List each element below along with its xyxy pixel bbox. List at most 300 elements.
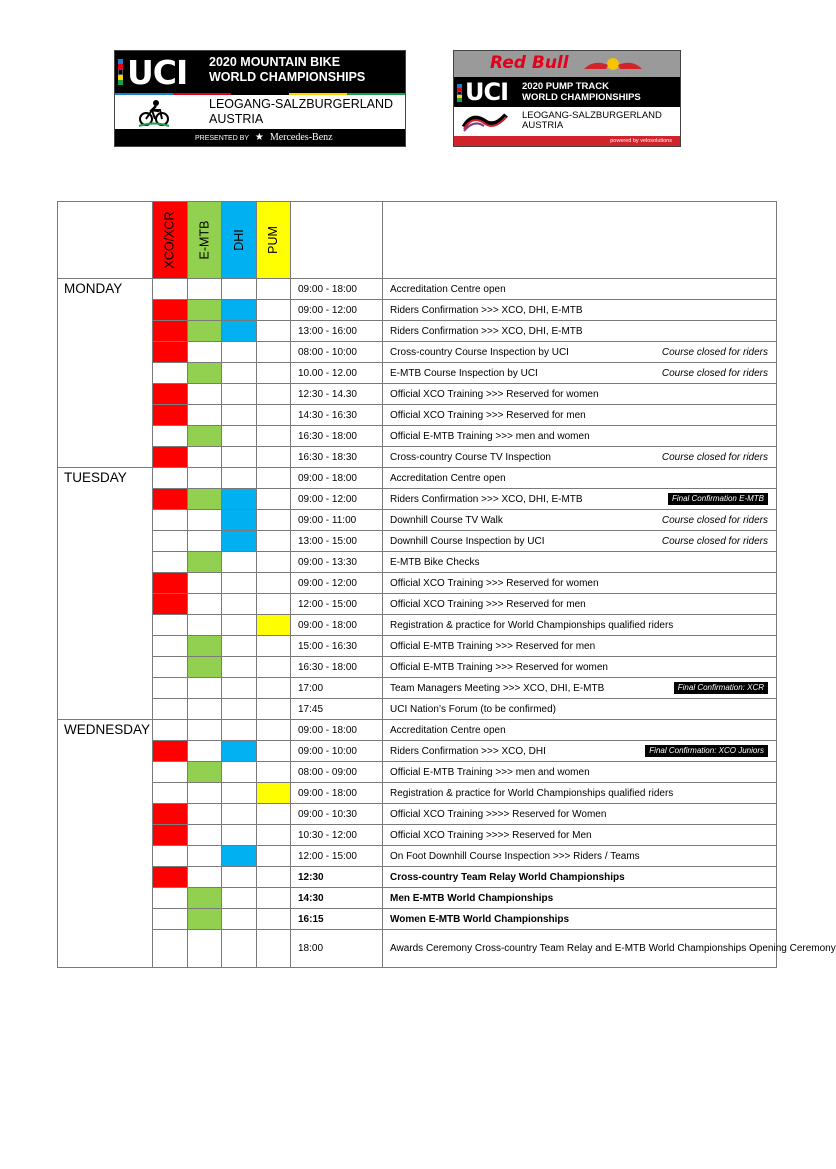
event-cell (383, 405, 777, 426)
event-text: Registration & practice for World Championships qualified riders (390, 619, 674, 631)
event-content (390, 872, 768, 883)
cat-cell-xco (153, 741, 188, 762)
cat-cell-pum (256, 279, 291, 300)
cat-cell-pum (256, 363, 291, 384)
schedule-row (58, 699, 777, 720)
cat-cell-dhi (222, 468, 257, 489)
cat-cell-pum (256, 489, 291, 510)
event-text: Riders Confirmation >>> XCO, DHI, E-MTB (390, 493, 583, 505)
cat-cell-xco (153, 846, 188, 867)
header-emtb-label: E-MTB (197, 220, 212, 260)
cat-cell-pum (256, 741, 291, 762)
cat-cell-pum (256, 846, 291, 867)
event-cell (383, 699, 777, 720)
cat-cell-emtb (187, 552, 222, 573)
day-label: WEDNESDAY (58, 720, 153, 741)
cat-cell-dhi (222, 552, 257, 573)
time-cell: 09:00 - 18:00 (291, 468, 383, 489)
cat-cell-dhi (222, 804, 257, 825)
cat-cell-pum (256, 720, 291, 741)
time-cell: 14:30 - 16:30 (291, 405, 383, 426)
event-content (390, 284, 768, 295)
cat-cell-emtb (187, 804, 222, 825)
event-content (390, 493, 768, 505)
cat-cell-xco (153, 930, 188, 968)
cat-cell-xco (153, 657, 188, 678)
event-content (390, 431, 768, 442)
schedule-row (58, 762, 777, 783)
cat-cell-xco (153, 468, 188, 489)
pump-track-icon (462, 109, 508, 133)
cat-cell-xco (153, 363, 188, 384)
pump-logo-title (522, 81, 641, 103)
event-content (390, 578, 768, 589)
event-cell (383, 594, 777, 615)
event-cell (383, 888, 777, 909)
cat-cell-dhi (222, 909, 257, 930)
cat-cell-dhi (222, 363, 257, 384)
course-closed-note: Course closed for riders (661, 514, 768, 526)
cat-cell-emtb (187, 783, 222, 804)
event-cell (383, 846, 777, 867)
schedule-row (58, 720, 777, 741)
time-cell: 16:30 - 18:00 (291, 426, 383, 447)
cat-cell-pum (256, 468, 291, 489)
cat-cell-dhi (222, 426, 257, 447)
time-cell: 09:00 - 18:00 (291, 720, 383, 741)
cat-cell-xco (153, 867, 188, 888)
time-cell: 08:00 - 10:00 (291, 342, 383, 363)
cat-cell-dhi (222, 741, 257, 762)
event-content (390, 809, 768, 820)
day-cell (58, 783, 153, 804)
cat-cell-dhi (222, 573, 257, 594)
time-cell: 09:00 - 18:00 (291, 279, 383, 300)
event-cell (383, 720, 777, 741)
cat-cell-xco (153, 342, 188, 363)
cat-cell-pum (256, 762, 291, 783)
cat-cell-xco (153, 279, 188, 300)
day-cell (58, 552, 153, 573)
event-cell (383, 426, 777, 447)
cat-cell-pum (256, 573, 291, 594)
pump-logo-title-line2: WORLD CHAMPIONSHIPS (522, 92, 641, 103)
event-content (390, 452, 768, 463)
course-closed-note: Course closed for riders (661, 346, 768, 358)
day-cell (58, 762, 153, 783)
day-cell (58, 867, 153, 888)
schedule-row (58, 657, 777, 678)
header-time-cell (291, 202, 383, 279)
cat-cell-xco (153, 678, 188, 699)
day-label: MONDAY (58, 279, 153, 300)
cat-cell-emtb (187, 636, 222, 657)
event-text: Official XCO Training >>> Reserved for men (390, 598, 586, 610)
cat-cell-dhi (222, 594, 257, 615)
cat-cell-pum (256, 321, 291, 342)
event-text: Accreditation Centre open (390, 283, 506, 295)
event-text: Men E-MTB World Championships (390, 892, 554, 904)
time-cell: 16:30 - 18:30 (291, 447, 383, 468)
cat-cell-pum (256, 699, 291, 720)
day-cell (58, 510, 153, 531)
schedule-row (58, 783, 777, 804)
cat-cell-dhi (222, 762, 257, 783)
schedule-row (58, 426, 777, 447)
header-dhi (222, 202, 257, 279)
event-cell (383, 930, 836, 968)
event-text: On Foot Downhill Course Inspection >>> Riders / Teams (390, 850, 640, 862)
schedule-row (58, 909, 777, 930)
header-dhi-label: DHI (231, 229, 246, 251)
event-content (390, 557, 768, 568)
event-cell (383, 468, 777, 489)
event-cell (383, 279, 777, 300)
event-text: E-MTB Bike Checks (390, 556, 480, 568)
event-cell (383, 657, 777, 678)
event-cell (383, 636, 777, 657)
header-event-cell (383, 202, 777, 279)
cat-cell-emtb (187, 363, 222, 384)
cat-cell-pum (256, 510, 291, 531)
uci-rainbow-stripes (118, 59, 123, 85)
mtb-championships-logo (114, 50, 406, 147)
event-cell (383, 552, 777, 573)
time-cell: 17:00 (291, 678, 383, 699)
event-text: Cross-country Course Inspection by UCI (390, 346, 569, 358)
schedule-row (58, 594, 777, 615)
schedule-row (58, 741, 777, 762)
time-cell: 14:30 (291, 888, 383, 909)
cat-cell-emtb (187, 300, 222, 321)
event-text: UCI Nation’s Forum (to be confirmed) (390, 703, 556, 715)
day-cell (58, 825, 153, 846)
cat-cell-emtb (187, 447, 222, 468)
final-confirmation-badge: Final Confirmation E-MTB (668, 493, 768, 505)
day-cell (58, 615, 153, 636)
cat-cell-pum (256, 384, 291, 405)
event-content (390, 620, 768, 631)
cat-cell-emtb (187, 321, 222, 342)
cat-cell-emtb (187, 510, 222, 531)
time-cell: 12:30 - 14.30 (291, 384, 383, 405)
cat-cell-dhi (222, 531, 257, 552)
time-cell: 13:00 - 16:00 (291, 321, 383, 342)
cat-cell-emtb (187, 699, 222, 720)
time-cell: 09:00 - 11:00 (291, 510, 383, 531)
schedule-row (58, 636, 777, 657)
course-closed-note: Course closed for riders (661, 451, 768, 463)
cat-cell-emtb (187, 531, 222, 552)
cat-cell-pum (256, 300, 291, 321)
cat-cell-pum (256, 426, 291, 447)
event-text: Cross-country Course TV Inspection (390, 451, 551, 463)
event-cell (383, 510, 777, 531)
day-cell (58, 321, 153, 342)
cat-cell-dhi (222, 888, 257, 909)
cat-cell-dhi (222, 867, 257, 888)
event-cell (383, 342, 777, 363)
time-cell: 15:00 - 16:30 (291, 636, 383, 657)
cat-cell-dhi (222, 384, 257, 405)
event-text: Official E-MTB Training >>> Reserved for women (390, 661, 608, 673)
mtb-logo-location-line2: AUSTRIA (209, 112, 264, 126)
cat-cell-xco (153, 636, 188, 657)
pump-logo-location (522, 111, 662, 131)
cat-cell-emtb (187, 468, 222, 489)
cat-cell-emtb (187, 342, 222, 363)
cat-cell-emtb (187, 678, 222, 699)
cat-cell-pum (256, 825, 291, 846)
schedule-row (58, 825, 777, 846)
mtb-logo-title (209, 55, 365, 85)
time-cell: 13:00 - 15:00 (291, 531, 383, 552)
cat-cell-xco (153, 888, 188, 909)
cat-cell-dhi (222, 846, 257, 867)
cat-cell-xco (153, 489, 188, 510)
time-cell: 09:00 - 18:00 (291, 615, 383, 636)
cat-cell-emtb (187, 846, 222, 867)
time-cell: 09:00 - 10:00 (291, 741, 383, 762)
cat-cell-emtb (187, 573, 222, 594)
cat-cell-pum (256, 867, 291, 888)
cat-cell-emtb (187, 426, 222, 447)
uci-rainbow-stripes (457, 84, 462, 102)
day-cell (58, 300, 153, 321)
event-content (390, 767, 768, 778)
event-cell (383, 447, 777, 468)
pump-logo-location-line2: AUSTRIA (522, 120, 564, 131)
schedule-row (58, 552, 777, 573)
event-text: Downhill Course TV Walk (390, 514, 503, 526)
cat-cell-dhi (222, 279, 257, 300)
cat-cell-xco (153, 909, 188, 930)
redbull-wordmark: Red Bull (490, 53, 569, 73)
cat-cell-emtb (187, 489, 222, 510)
cat-cell-pum (256, 783, 291, 804)
schedule-row (58, 363, 777, 384)
header-day-cell (58, 202, 153, 279)
cat-cell-dhi (222, 405, 257, 426)
event-text: Accreditation Centre open (390, 724, 506, 736)
event-text: Cross-country Team Relay World Championships (390, 871, 625, 883)
event-cell (383, 363, 777, 384)
time-cell: 10.00 - 12.00 (291, 363, 383, 384)
day-cell (58, 447, 153, 468)
cat-cell-pum (256, 930, 291, 968)
cat-cell-xco (153, 825, 188, 846)
cat-cell-dhi (222, 678, 257, 699)
event-content (390, 914, 768, 925)
cat-cell-emtb (187, 657, 222, 678)
event-cell (383, 321, 777, 342)
schedule-row (58, 510, 777, 531)
event-content (390, 599, 768, 610)
day-label: TUESDAY (58, 468, 153, 489)
day-cell (58, 636, 153, 657)
mtb-logo-location-line1: LEOGANG-SALZBURGERLAND (209, 97, 394, 111)
event-cell (383, 804, 777, 825)
redbull-bulls-icon (582, 55, 644, 73)
event-content (390, 851, 768, 862)
cat-cell-xco (153, 510, 188, 531)
cat-cell-emtb (187, 825, 222, 846)
cat-cell-pum (256, 804, 291, 825)
cat-cell-pum (256, 678, 291, 699)
event-cell (383, 783, 777, 804)
cat-cell-dhi (222, 720, 257, 741)
cat-cell-emtb (187, 930, 222, 968)
cat-cell-dhi (222, 447, 257, 468)
time-cell: 12:30 (291, 867, 383, 888)
schedule-row (58, 615, 777, 636)
event-text: Official XCO Training >>>> Reserved for Women (390, 808, 607, 820)
cat-cell-emtb (187, 279, 222, 300)
event-text: Riders Confirmation >>> XCO, DHI (390, 745, 546, 757)
day-cell (58, 657, 153, 678)
time-cell: 08:00 - 09:00 (291, 762, 383, 783)
event-text: Official E-MTB Training >>> men and women (390, 430, 590, 442)
event-text: Women E-MTB World Championships (390, 913, 570, 925)
day-cell (58, 594, 153, 615)
time-cell: 09:00 - 12:00 (291, 300, 383, 321)
cat-cell-pum (256, 531, 291, 552)
day-cell (58, 426, 153, 447)
cat-cell-emtb (187, 384, 222, 405)
day-cell (58, 678, 153, 699)
cat-cell-xco (153, 300, 188, 321)
uci-mark: UCI (127, 53, 188, 92)
schedule-row (58, 405, 777, 426)
cat-cell-xco (153, 447, 188, 468)
day-cell (58, 489, 153, 510)
day-cell (58, 888, 153, 909)
event-content (390, 830, 768, 841)
event-content (390, 682, 768, 694)
course-closed-note: Course closed for riders (661, 535, 768, 547)
schedule-row (58, 342, 777, 363)
event-cell (383, 489, 777, 510)
day-cell (58, 930, 153, 968)
schedule-row (58, 300, 777, 321)
day-cell (58, 531, 153, 552)
header-pum-label: PUM (266, 226, 281, 254)
schedule-row (58, 867, 777, 888)
time-cell: 09:00 - 18:00 (291, 783, 383, 804)
day-cell (58, 846, 153, 867)
cat-cell-xco (153, 594, 188, 615)
schedule-row (58, 468, 777, 489)
cat-cell-emtb (187, 615, 222, 636)
event-text: Official XCO Training >>> Reserved for women (390, 388, 599, 400)
cat-cell-xco (153, 783, 188, 804)
cat-cell-pum (256, 405, 291, 426)
cat-cell-emtb (187, 720, 222, 741)
event-content (390, 893, 768, 904)
event-content (390, 641, 768, 652)
cat-cell-xco (153, 552, 188, 573)
event-cell (383, 384, 777, 405)
course-closed-note: Course closed for riders (661, 367, 768, 379)
header-xco (153, 202, 188, 279)
cat-cell-xco (153, 573, 188, 594)
schedule-header-row (58, 202, 777, 279)
day-cell (58, 699, 153, 720)
cat-cell-dhi (222, 321, 257, 342)
cat-cell-pum (256, 888, 291, 909)
event-cell (383, 615, 777, 636)
schedule-row (58, 531, 777, 552)
schedule-row (58, 447, 777, 468)
event-content (390, 368, 768, 379)
event-text: Official E-MTB Training >>> men and women (390, 766, 590, 778)
cat-cell-xco (153, 720, 188, 741)
cat-cell-xco (153, 384, 188, 405)
day-cell (58, 804, 153, 825)
mtb-logo-footer (115, 129, 405, 146)
cat-cell-pum (256, 615, 291, 636)
event-content (390, 704, 768, 715)
cat-cell-pum (256, 594, 291, 615)
cat-cell-pum (256, 342, 291, 363)
event-content (390, 725, 768, 736)
cat-cell-emtb (187, 741, 222, 762)
mtb-logo-title-line1: 2020 MOUNTAIN BIKE (209, 55, 341, 69)
event-content (390, 515, 768, 526)
time-cell: 09:00 - 12:00 (291, 489, 383, 510)
cat-cell-dhi (222, 657, 257, 678)
event-content (390, 347, 768, 358)
cat-cell-dhi (222, 489, 257, 510)
event-cell (383, 678, 777, 699)
schedule-row (58, 678, 777, 699)
cat-cell-pum (256, 447, 291, 468)
schedule-row (58, 279, 777, 300)
cat-cell-emtb (187, 867, 222, 888)
event-content (390, 788, 768, 799)
event-content (390, 745, 768, 757)
cat-cell-xco (153, 699, 188, 720)
event-text: Official XCO Training >>> Reserved for women (390, 577, 599, 589)
mtb-logo-location (209, 97, 393, 127)
cat-cell-emtb (187, 405, 222, 426)
event-content (390, 410, 768, 421)
sponsor-name: Mercedes-Benz (269, 132, 333, 143)
event-text: Accreditation Centre open (390, 472, 506, 484)
schedule-row (58, 804, 777, 825)
time-cell: 12:00 - 15:00 (291, 594, 383, 615)
final-confirmation-badge: Final Confirmation: XCO Juniors (645, 745, 768, 757)
time-cell: 16:15 (291, 909, 383, 930)
day-cell (58, 741, 153, 762)
schedule-row (58, 888, 777, 909)
schedule-row (58, 573, 777, 594)
cat-cell-emtb (187, 762, 222, 783)
event-content (390, 473, 768, 484)
schedule-body (58, 202, 836, 968)
logo-color-bar (115, 93, 405, 95)
cat-cell-pum (256, 909, 291, 930)
event-text: Awards Ceremony Cross-country Team Relay and E-MTB World Championships Opening Ceremony (390, 943, 836, 954)
pump-logo-title-line1: 2020 PUMP TRACK (522, 81, 609, 92)
event-content (390, 662, 768, 673)
header-pum (256, 202, 291, 279)
cat-cell-emtb (187, 594, 222, 615)
event-content (390, 326, 768, 337)
cat-cell-dhi (222, 699, 257, 720)
final-confirmation-badge: Final Confirmation: XCR (674, 682, 768, 694)
cat-cell-pum (256, 636, 291, 657)
